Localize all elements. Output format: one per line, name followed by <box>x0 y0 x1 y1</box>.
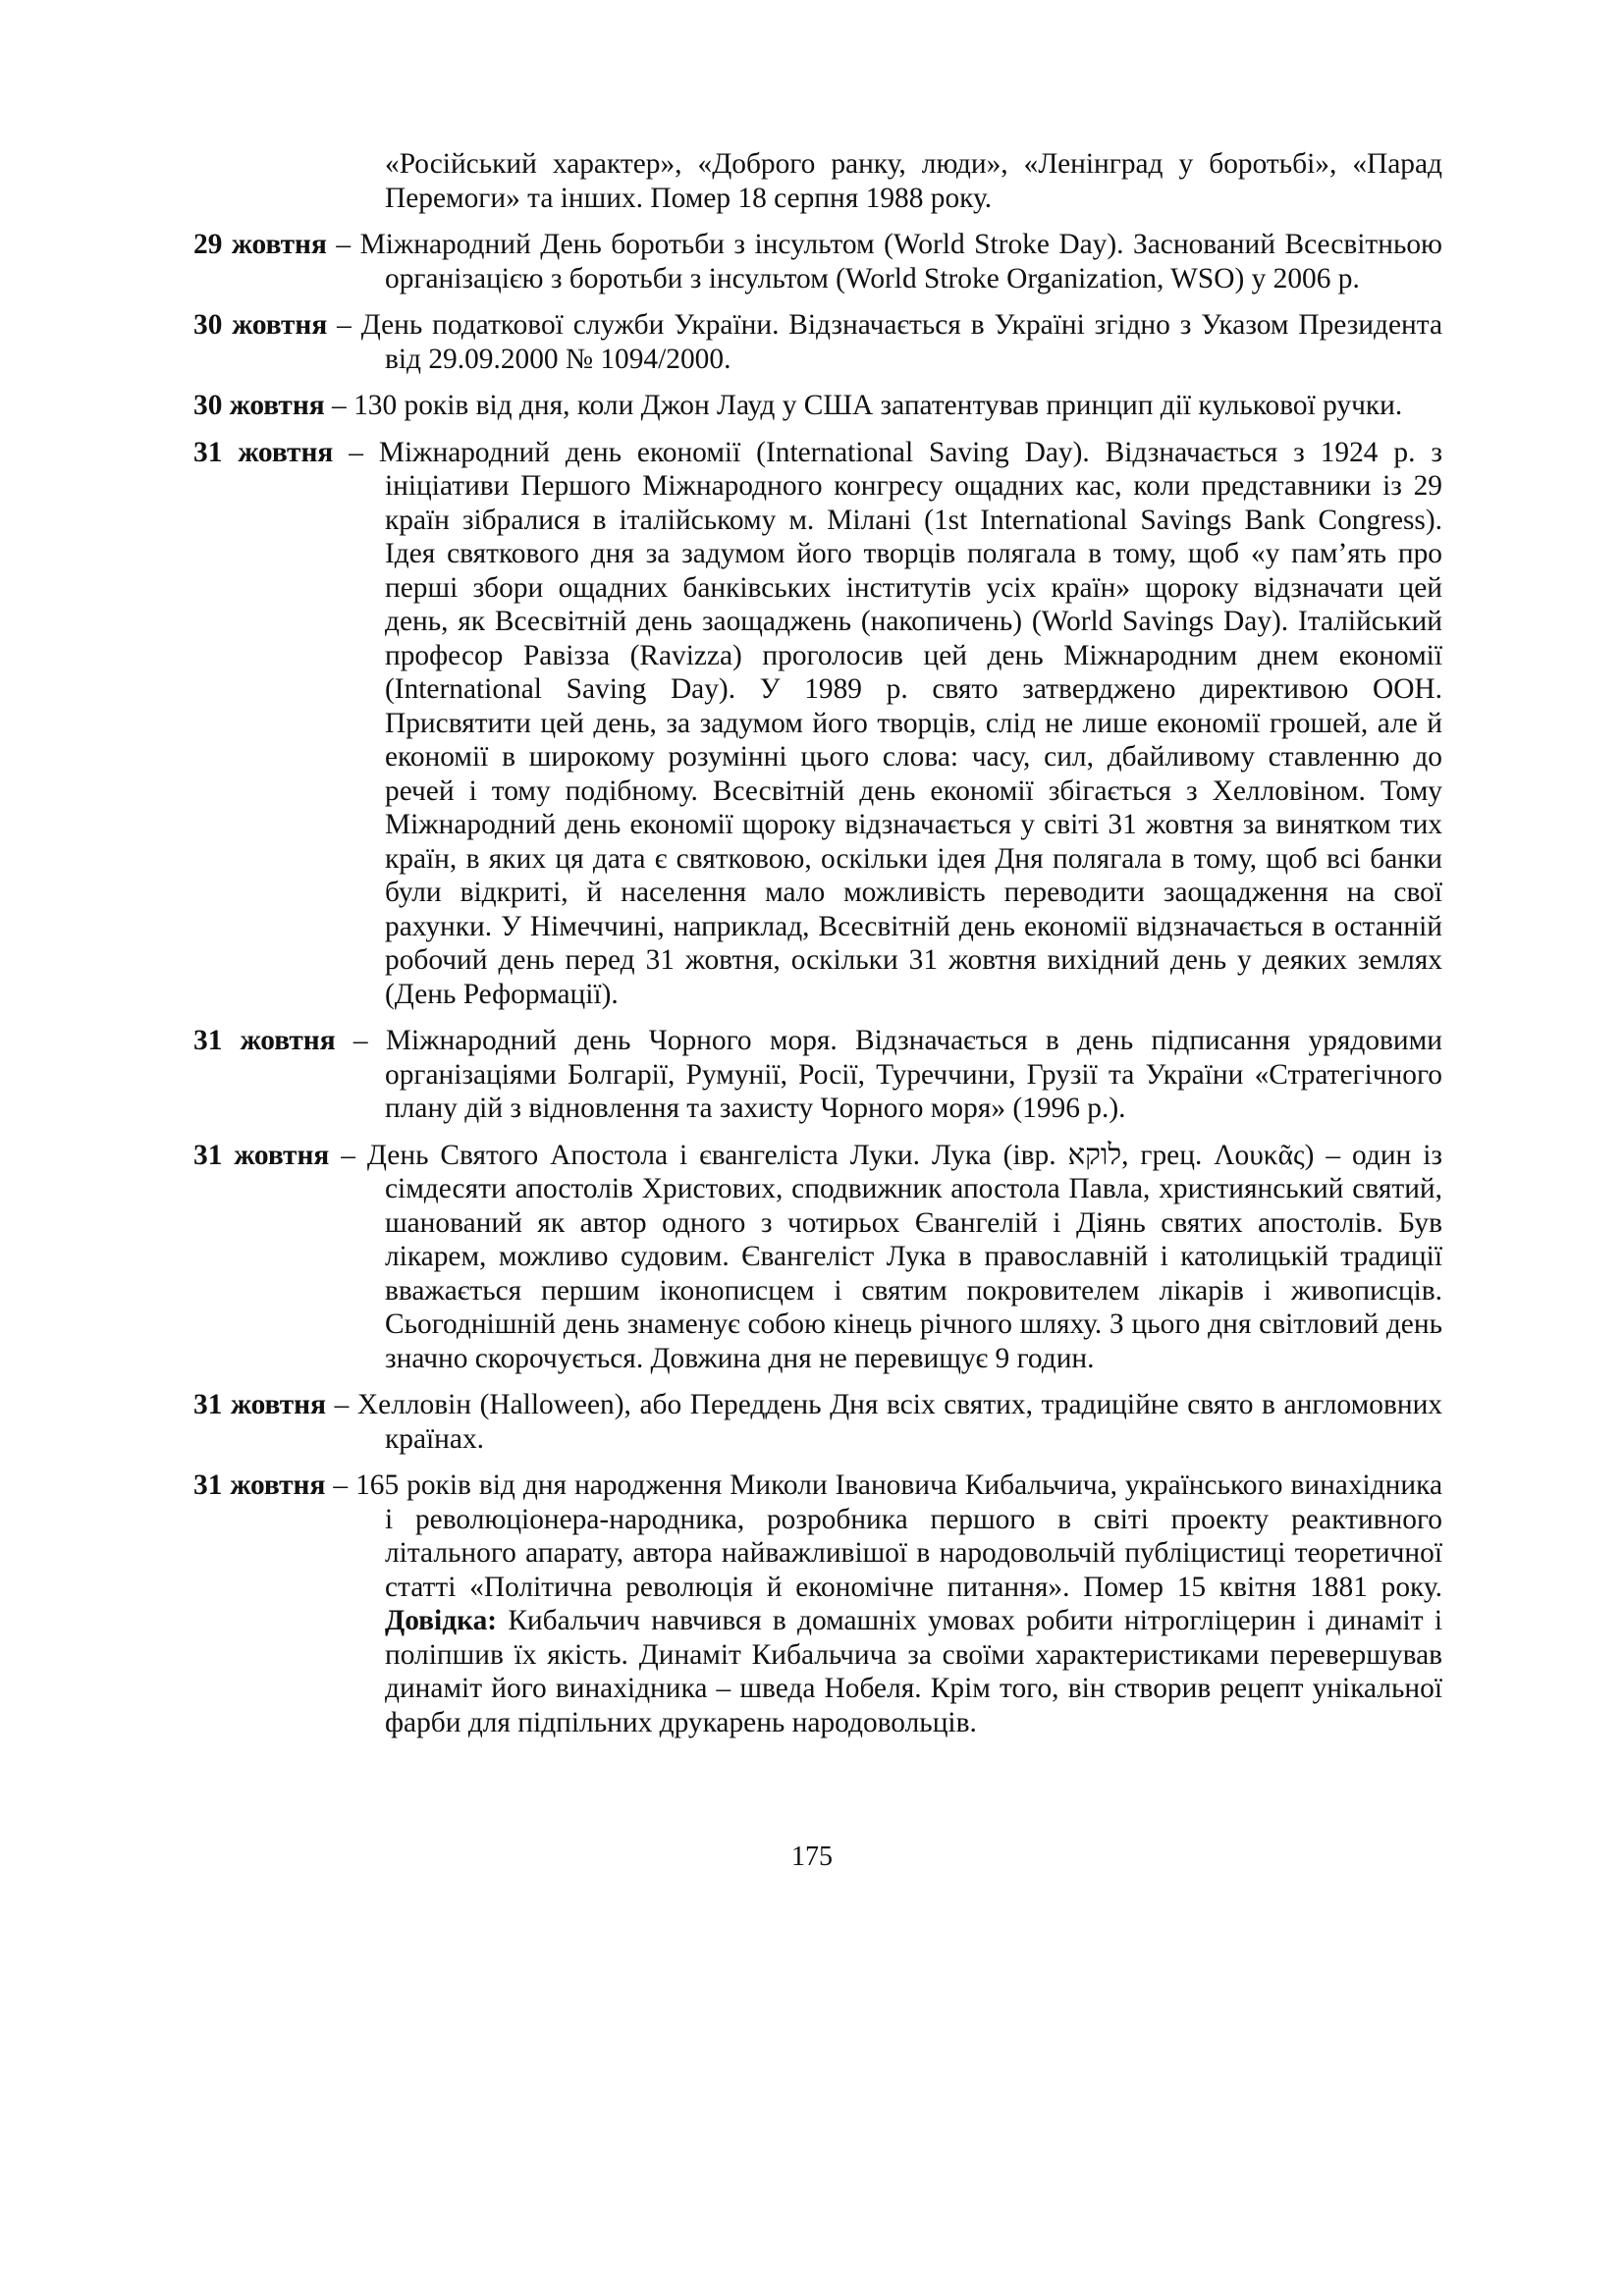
entry-text: 130 років від дня, коли Джон Лауд у США запатентував принцип дії кулькової ручки. <box>353 390 1403 421</box>
page-number: 175 <box>791 1842 833 1872</box>
entry-text: Міжнародний День боротьби з інсультом (World Stroke Day). Заснований Всесвітньою організацією з боротьби з інсультом (World Stroke Organization, WSO) у 2006 р. <box>359 229 1443 294</box>
entry-dash: – <box>333 436 379 468</box>
entry-dash: – <box>324 390 354 421</box>
entry-date: 30 жовтня <box>193 390 325 421</box>
entry-date: 31 жовтня <box>193 436 334 468</box>
entry-item <box>193 1024 1442 1126</box>
entry-item <box>193 1139 1442 1376</box>
entry-text: Хелловін (Halloween), або Переддень Дня всіх святих, традиційне свято в англомовних країнах. <box>356 1389 1442 1455</box>
entry-text: День Святого Апостола і євангеліста Луки. Лука (івр. לוקא, грец. Λουκᾶς) – один із сімдесяти апостолів Христових, сподвижник апостола Павла, християнський святий, шанований як автор одного з чотирьох Євангелій і Діянь святих апостолів. Був лікарем, можливо судовим. Євангеліст Лука в православній і католицькій традиції вважається першим іконописцем і святим покровителем лікарів і живописців. Сьогоднішній день знаменує собою кінець річного шляху. З цього дня світловий день значно скорочується. Довжина дня не перевищує 9 годин. <box>366 1139 1442 1374</box>
entry-text: День податкової служби України. Відзначається в Україні згідно з Указом Президента від 29.09.2000 № 1094/2000. <box>360 309 1443 375</box>
entry-item <box>193 228 1442 295</box>
entry-item <box>193 1388 1442 1456</box>
entry-item <box>193 436 1442 1012</box>
entry-date: 31 жовтня <box>193 1469 326 1501</box>
entry-dash: – <box>325 1469 356 1501</box>
entry-text: Міжнародний день економії (International Saving Day). Відзначається з 1924 р. з ініціативи Першого Міжнародного конгресу ощадних кас, коли представники із 29 країн зібралися в італійському м. Мілані (1st International Savings Bank Congress). Ідея святкового дня за задумом його творців полягала в тому, щоб «у пам’ять про перші збори ощадних банківських інститутів усіх країн» щороку відзначати цей день, як Всесвітній день заощаджень (накопичень) (World Savings Day). Італійський професор Равізза (Ravizza) проголосив цей день Міжнародним днем економії (International Saving Day). У 1989 р. свято затверджено директивою ООН. Присвятити цей день, за задумом його творців, слід не лише економії грошей, але й економії в широкому розумінні цього слова: часу, сил, дбайливому ставленню до речей і тому подібному. Всесвітній день економії збігається з Хелловіном. Тому Міжнародний день економії щороку відзначається у світі 31 жовтня за винятком тих країн, в яких ця дата є святковою, оскільки ідея Дня полягала в тому, щоб всі банки були відкриті, й населення мало можливість переводити заощадження на свої рахунки. У Німеччині, наприклад, Всесвітній день економії відзначається в останній робочий день перед 31 жовтня, оскільки 31 жовтня вихідний день у деяких землях (День Реформації). <box>378 436 1442 1010</box>
entry-dash: – <box>326 229 360 260</box>
entry-text: 165 років від дня народження Миколи Івановича Кибальчича, українського винахідника і революціонера-народника, розробника першого в світі проекту реактивного літального апарату, автора найважливішої в народовольчій публіцистиці теоретичної статті «Політична революція й економічне питання». Помер 15 квітня 1881 року. <box>355 1469 1443 1603</box>
entry-dash: – <box>325 1389 357 1420</box>
intro-paragraph: «Російський характер», «Доброго ранку, люди», «Ленінград у боротьбі», «Парад Перемоги» та інших. Помер 18 серпня 1988 року. <box>385 148 1442 214</box>
note-label: Довідка: <box>385 1605 498 1636</box>
entry-item <box>193 308 1442 376</box>
entry-date: 31 жовтня <box>193 1025 336 1056</box>
entry-date: 31 жовтня <box>193 1389 326 1420</box>
entry-item <box>193 389 1442 423</box>
entry-item <box>193 1468 1442 1739</box>
entry-date: 29 жовтня <box>193 229 327 260</box>
entry-date: 30 жовтня <box>193 309 328 341</box>
document-body <box>193 147 1442 1752</box>
entry-dash: – <box>327 309 361 341</box>
note-text: Кибальчич навчився в домашніх умовах робити нітрогліцерин і динаміт і поліпшив їх якість. Динаміт Кибальчича за своїми характеристиками перевершував динаміт його винахідника – шведа Нобеля. Крім того, він створив рецепт унікальної фарби для підпільних друкарень народовольців. <box>385 1605 1442 1738</box>
entry-text: Міжнародний день Чорного моря. Відзначається в день підписання урядовими організаціями Болгарії, Румунії, Росії, Туреччини, Грузії та України «Стратегічного плану дій з відновлення та захисту Чорного моря» (1996 р.). <box>385 1025 1442 1124</box>
entry-date: 31 жовтня <box>193 1139 330 1171</box>
entry-dash: – <box>335 1025 386 1056</box>
entry-dash: – <box>329 1139 367 1171</box>
